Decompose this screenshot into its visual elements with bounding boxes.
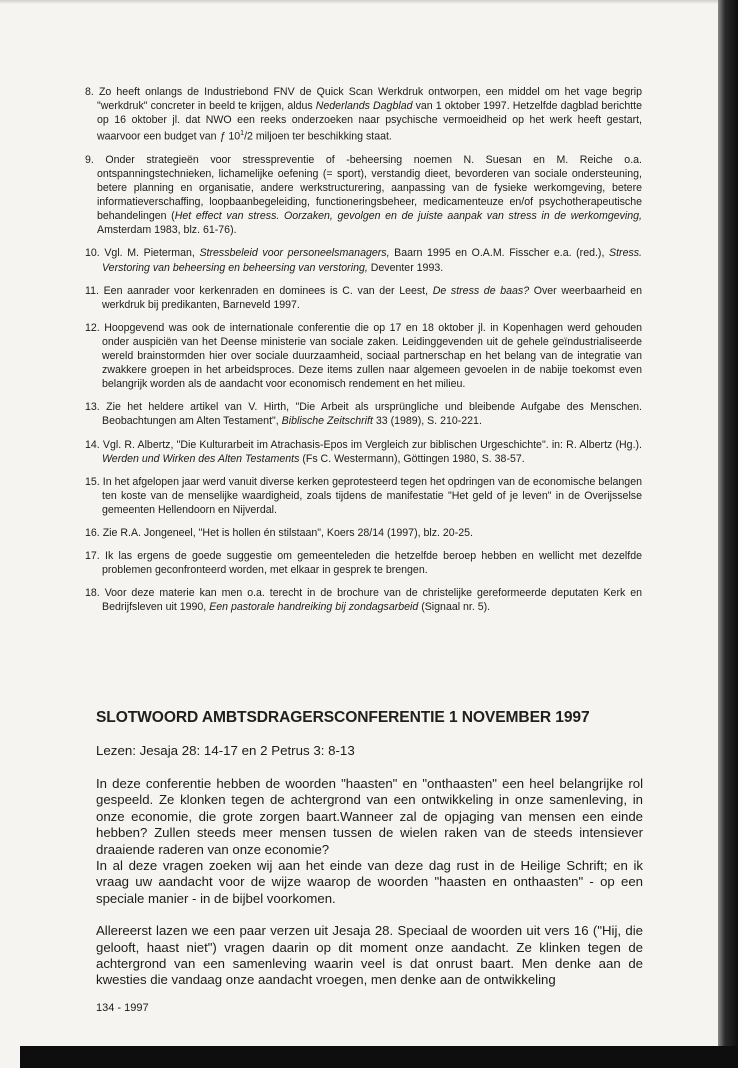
endnote-17: [85, 549, 642, 577]
endnote-16: [85, 526, 642, 540]
endnote-number: 9.: [85, 153, 94, 166]
endnote-number: 15.: [85, 475, 100, 488]
endnote-text: Over weerbaarheid en werkdruk bij predikanten, Barneveld 1997.: [102, 284, 642, 311]
endnote-15: [85, 475, 642, 517]
endnote-number: 13.: [85, 401, 100, 414]
endnote-italic-text: ƒ: [219, 130, 226, 143]
endnote-number: 14.: [85, 438, 100, 451]
endnote-text: Vgl. M. Pieterman,: [104, 247, 200, 260]
endnote-italic-text: Een pastorale handreiking bij zondagsarbeid: [209, 601, 419, 614]
endnote-text: Zo heeft onlangs de Industriebond FNV de Quick Scan Werkdruk ontworpen, een middel om het vage begrip "werkdruk" concreter in beeld te krijgen, aldus: [97, 86, 642, 113]
section-heading: SLOTWOORD AMBTSDRAGERSCONFERENTIE 1 NOVEMBER 1997: [96, 709, 590, 726]
endnote-italic-text: Stress. Verstoring van beheersing en beheersing van verstoring,: [102, 247, 642, 274]
endnote-text: 10: [225, 130, 241, 143]
endnote-text: 1: [240, 130, 245, 138]
body-paragraph: Allereerst lazen we een paar verzen uit Jesaja 28. Speciaal de woorden uit vers 16 ("Hij, die gelooft, haast niet") vragen daarin op dit moment onze aandacht. Ze klinken tegen de achtergrond van een samenleving waarin veel is dat onrust baart. Men denke aan de kwesties die vandaag onze aandacht vroegen, men denke aan de ontwikkeling: [96, 923, 643, 988]
endnote-text: In het afgelopen jaar werd vanuit diverse kerken geprotesteerd tegen het opdringen van de economische belangen ten koste van de menselijke waardigheid, zoals tijdens de manifestatie "Het geld of je leven" in de Overijsselse gemeenten Hellendoorn en Nijverdal.: [102, 475, 642, 516]
endnote-number: 18.: [85, 587, 100, 600]
endnote-number: 12.: [85, 321, 100, 334]
endnote-14: [85, 438, 642, 466]
endnote-text: Voor deze materie kan men o.a. terecht in de brochure van de christelijke gereformeerde deputaten Kerk en Bedrijfsleven uit 1990,: [102, 587, 642, 614]
scan-edge-bottom: [20, 1046, 738, 1068]
body-paragraph: In deze conferentie hebben de woorden "haasten" en "onthaasten" een heel belangrijke rol gespeeld. Ze klonken tegen de achtergrond van een ontwikkeling in onze samenleving, in onze economie, die grote zorgen baart.Wanneer zal de opjaging van mensen een einde hebben? Zullen steeds meer mensen tussen de wielen raken van de steeds intensiever draaiende raderen van onze economie?: [96, 776, 643, 857]
endnote-text: Amsterdam 1983, blz. 61-76).: [97, 224, 237, 237]
endnote-number: 8.: [85, 86, 94, 98]
endnote-text: (Fs C. Westermann), Göttingen 1980, S. 38-57.: [299, 452, 525, 465]
endnote-12: [85, 321, 642, 391]
endnote-10: [85, 246, 642, 274]
endnote-8: [85, 85, 642, 144]
endnote-11: [85, 284, 642, 312]
endnote-number: 10.: [85, 247, 100, 260]
endnote-text: van 1 oktober 1997. Hetzelfde dagblad berichtte op 16 oktober jl. dat NWO een reeks onderzoeken naar psychische vermoeidheid op het werk heeft gestart, waarvoor een budget van: [97, 100, 642, 143]
endnote-text: Zie het heldere artikel van V. Hirth, "Die Arbeit als ursprüngliche und bleibende Aufgabe des Menschen. Beobachtungen am Alten Testament",: [102, 401, 642, 428]
endnote-text: (Signaal nr. 5).: [418, 601, 491, 614]
endnote-text: Baarn 1995 en O.A.M. Fisscher e.a. (red.),: [389, 247, 610, 260]
endnote-italic-text: Biblische Zeitschrift: [281, 415, 373, 428]
endnote-text: Onder strategieën voor stresspreventie of -beheersing noemen N. Suesan en M. Reiche o.a. ontspanningstechnieken, lichamelijke oefening (= sport), verstandig dieet, bevorderen van sociale ondersteuning, betere planning en organisatie, andere werkstructurering, aanpassing van de fysieke werkomgeving, betere informatieverschaffing, loopbaanbegeleiding, functioneringsbeheer, medicamenteuze en/of psychotherapeutische behandelingen (: [97, 153, 642, 223]
endnote-9: [85, 153, 642, 238]
endnote-text: 33 (1989), S. 210-221.: [372, 415, 482, 428]
endnote-18: [85, 586, 642, 614]
reading-reference: Lezen: Jesaja 28: 14-17 en 2 Petrus 3: 8-13: [96, 743, 355, 758]
page-number: 134 - 1997: [96, 1002, 149, 1014]
body-paragraph: In al deze vragen zoeken wij aan het einde van deze dag rust in de Heilige Schrift; en ik vraag uw aandacht voor de wijze waarop de woorden "haasten en onthaasten" - op een speciale manier - in de bijbel voorkomen.: [96, 858, 643, 906]
endnote-number: 17.: [85, 550, 100, 563]
endnote-13: [85, 400, 642, 428]
endnote-text: Zie R.A. Jongeneel, "Het is hollen én stilstaan", Koers 28/14 (1997), blz. 20-25.: [102, 526, 473, 539]
endnote-number: 16.: [85, 526, 100, 539]
body-text: [96, 776, 643, 989]
scan-edge-top: [0, 0, 738, 4]
endnotes-list: [85, 85, 642, 623]
endnote-text: Een aanrader voor kerkenraden en dominees is C. van der Leest,: [103, 284, 433, 297]
endnote-italic-text: Het effect van stress. Oorzaken, gevolgen en de juiste aanpak van stress in de werkomgeving,: [174, 210, 642, 223]
endnote-italic-text: Werden und Wirken des Alten Testaments: [102, 452, 300, 465]
endnote-text: Vgl. R. Albertz, "Die Kulturarbeit im Atrachasis-Epos im Vergleich zur biblischen Urgeschichte". in: R. Albertz (Hg.).: [102, 438, 642, 451]
endnote-number: 11.: [85, 284, 99, 297]
endnote-italic-text: Stressbeleid voor personeelsmanagers,: [199, 247, 390, 260]
endnote-text: Deventer 1993.: [367, 261, 444, 274]
scan-edge-right: [718, 0, 738, 1068]
endnote-text: Ik las ergens de goede suggestie om gemeenteleden die hetzelfde beroep hebben en wellicht met dezelfde problemen geconfronteerd worden, met elkaar in gesprek te brengen.: [102, 550, 642, 577]
endnote-italic-text: Nederlands Dagblad: [315, 100, 413, 113]
endnote-italic-text: De stress de baas?: [432, 284, 530, 297]
endnote-text: /2 miljoen ter beschikking staat.: [244, 130, 392, 143]
endnote-text: Hoopgevend was ook de internationale conferentie die op 17 en 18 oktober jl. in Kopenhagen werd gehouden onder auspiciën van het Deense ministerie van sociale zaken. Leidinggevenden uit de gehele geïndustrialiseerde wereld brainstormden hier over sociale duurzaamheid, sociaal partnerschap en het belang van de integratie van zwakkere groepen in het arbeidsproces. Deze items zullen naar algemeen gevoelen in de nabije toekomst even belangrijk worden als de aandacht voor economisch rendement en het milieu.: [102, 321, 642, 391]
